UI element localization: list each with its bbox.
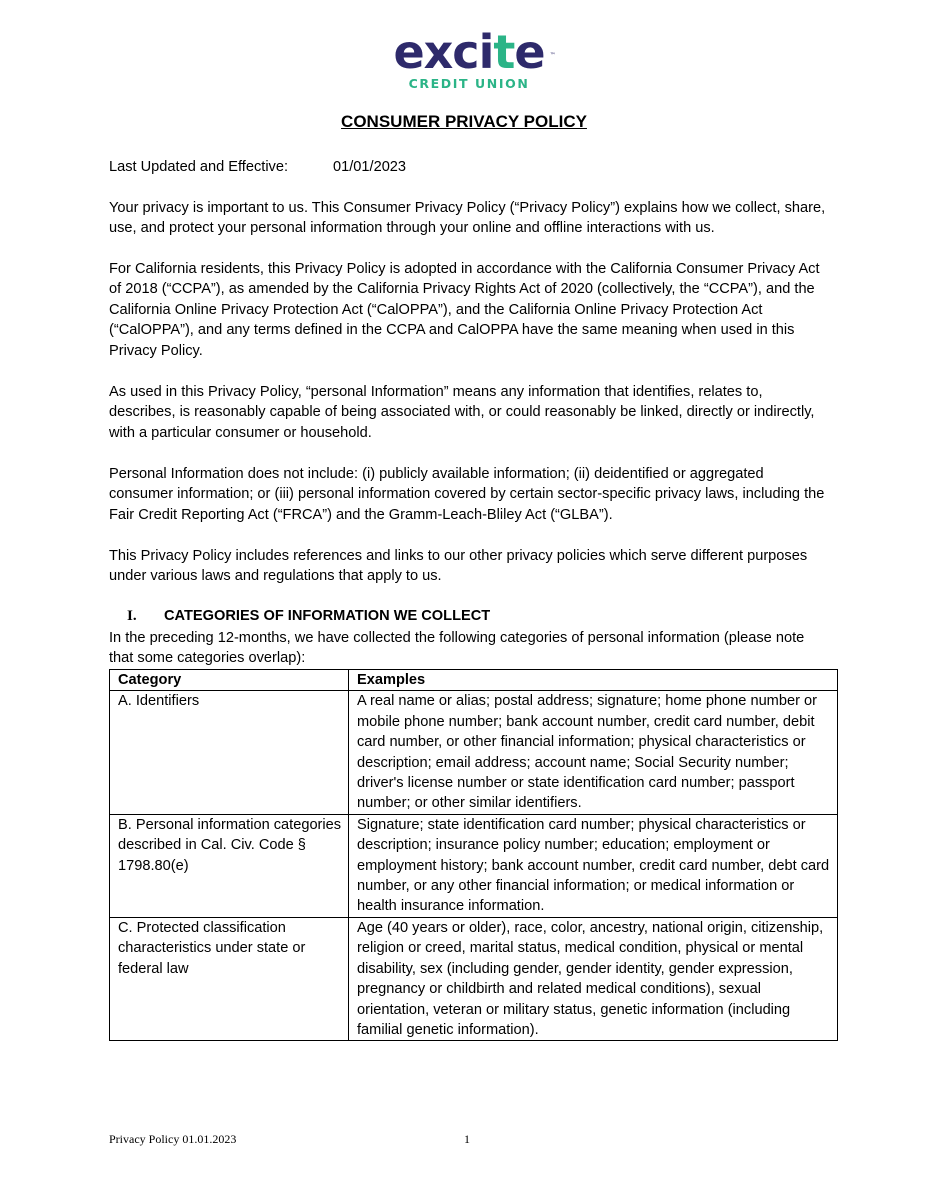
paragraph-exclusions: Personal Information does not include: (i) publicly available information; (ii) deidentified or aggregated consumer information; or (iii) personal information covered by certain sector-specific privacy laws, including the Fair Credit Reporting Act (“FRCA”) and the Gramm-Leach-Bliley Act (“GLBA”).: [109, 466, 825, 523]
column-header-category: Category: [110, 670, 349, 691]
logo-word-part1: exci: [393, 25, 494, 79]
paragraph-california: For California residents, this Privacy Policy is adopted in accordance with the California Consumer Privacy Act of 2018 (“CCPA”), as amended by the California Privacy Rights Act of 2020 (collectively, the “CCPA”), and the California Online Privacy Protection Act (“CalOPPA”), and the California Online Privacy Protection Act (“CalOPPA”), and any terms defined in the CCPA and CalOPPA have the same meaning when used in this Privacy Policy.: [109, 261, 820, 359]
excite-credit-union-logo: [389, 25, 555, 91]
section-heading: [127, 608, 490, 625]
table-row: [110, 691, 838, 814]
page-title: CONSUMER PRIVACY POLICY: [341, 112, 587, 131]
paragraph-intro: Your privacy is important to us. This Consumer Privacy Policy (“Privacy Policy”) explains how we collect, share, use, and protect your personal information through your online and offline interactions with us.: [109, 200, 826, 237]
effective-date-label: Last Updated and Effective:: [109, 159, 289, 175]
trademark-symbol: ™: [549, 52, 555, 59]
effective-date-value: 01/01/2023: [333, 159, 407, 175]
effective-date-line: [109, 157, 829, 177]
logo-subtitle: CREDIT UNION: [408, 76, 530, 91]
category-cell: A. Identifiers: [110, 691, 349, 814]
categories-table: [109, 669, 838, 1041]
section-title: CATEGORIES OF INFORMATION WE COLLECT: [164, 608, 491, 624]
examples-cell: Signature; state identification card number; physical characteristics or description; insurance policy number; education; employment or employment history; bank account number, credit card number, debt card number, or any other financial information; or medical information or health insurance information.: [349, 814, 838, 917]
paragraph-personal-info-definition: As used in this Privacy Policy, “personal Information” means any information that identifies, relates to, describes, is reasonably capable of being associated with, or could reasonably be linked, directly or indirectly, with a particular consumer or household.: [109, 384, 815, 441]
category-cell: B. Personal information categories described in Cal. Civ. Code § 1798.80(e): [110, 814, 349, 917]
logo-word-t: t: [493, 25, 515, 79]
column-header-examples: Examples: [349, 670, 838, 691]
logo-wordmark: [393, 25, 555, 79]
paragraph-references: This Privacy Policy includes references and links to our other privacy policies which serve different purposes under various laws and regulations that apply to us.: [109, 548, 808, 585]
logo-word-part2: e: [514, 25, 545, 79]
table-row: [110, 814, 838, 917]
category-cell: C. Protected classification characteristics under state or federal law: [110, 917, 349, 1040]
footer-page-number: 1: [464, 1132, 470, 1146]
footer-document-label: Privacy Policy 01.01.2023: [109, 1132, 237, 1146]
page-title-container: [0, 112, 928, 132]
examples-cell: Age (40 years or older), race, color, ancestry, national origin, citizenship, religion or creed, marital status, medical condition, physical or mental disability, sex (including gender, gender identity, gender expression, pregnancy or childbirth and related medical conditions), sexual orientation, veteran or military status, genetic information (including familial genetic information).: [349, 917, 838, 1040]
section-number: I.: [127, 608, 137, 624]
table-header-row: [110, 670, 838, 691]
table-row: [110, 917, 838, 1040]
examples-cell: A real name or alias; postal address; signature; home phone number or mobile phone number; bank account number, credit card number, debit card number, or other financial information; physical characteristics or description; email address; account name; Social Security number; driver's license number or state identification card number; passport number; or other similar identifiers.: [349, 691, 838, 814]
section-intro: In the preceding 12-months, we have collected the following categories of personal information (please note that some categories overlap):: [109, 630, 805, 667]
